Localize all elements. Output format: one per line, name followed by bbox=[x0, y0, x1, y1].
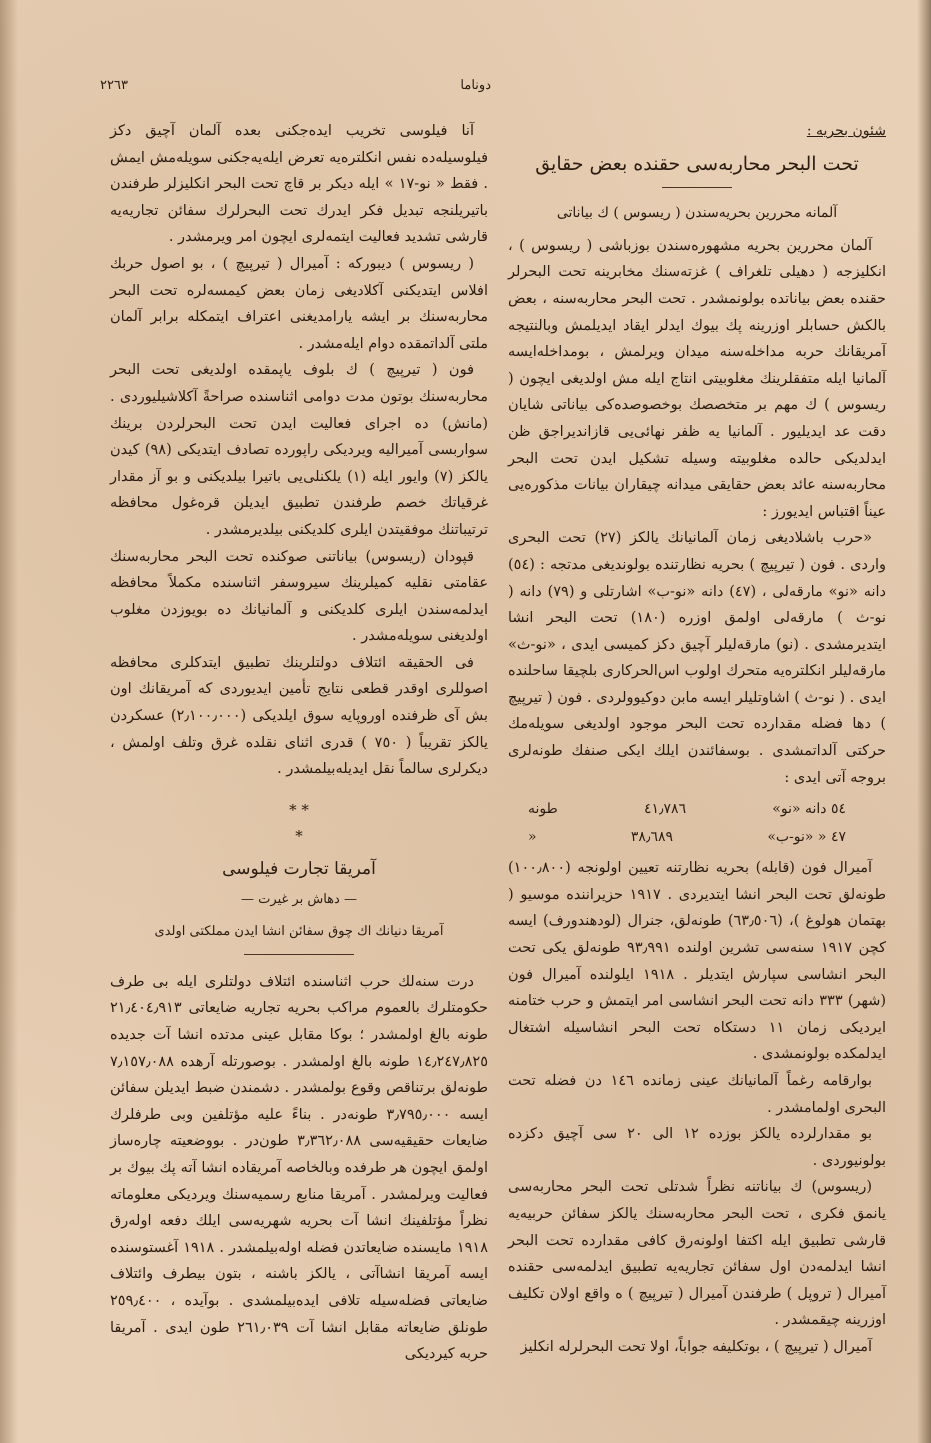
paragraph: درت سنه‌لك حرب اثناسنده ائتلاف دولتلری ایله بی طرف حكومتلرك بالعموم مراكب بحریه تجاریه ضایعاتی ٢١٫٤٠٤٫٩١٣ طونه بالغ اولمشدر ؛ بوكا مقابل عینی مدتده انشا آت جدیده ١٤٫٢٤٧٫٨٢٥ طونه بالغ اولمشدر . بوصورتله آرهده ٧٫١٥٧٫٠٨٨ طونه‌لق برتناقص وقوع بولمشدر . دشمندن ضبط ایدیلن سفائن ایسه ٣٫٧٩٥٫٠٠٠ طونه‌در . بناءً علیه مؤتلفین وبی طرفلرك ضایعات حقیقیه‌سی ٣٫٣٦٢٫٠٨٨ طون‌در . بووضعیته چاره‌ساز اولمق ایچون هر طرفده وبالخاصه آمریقاده انشا آته پك بیوك بر فعالیت ویرلمشدر . آمریقا منابع رسمیه‌سنك ویردیكی معلوماته نظراً مؤتلفینك انشا آت بحریه شهریه‌سی ایلك دفعه اوله‌رق ١٩١٨ مایسنده ضایعاتدن فضله اوله‌بیلمشدر . ١٩١٨ آغستوسنده ایسه آمریقا انشاآتی ، یالكز باشنه ، بتون بیطرف وائتلاف ضایعاتی فضله‌سیله تلافی ایده‌بیلمشدی . بوآیده ، ٢٥٩٫٤٠٠ طونلق ضایعاته مقابل انشا آت ٢٦١٫٠٣٩ طون ایدی . آمریقا حربه كیردیكی bbox=[110, 973, 488, 1363]
paragraph: ( ریسوس ) دیبوركه : آمیرال ( تیرپیچ ) ، بو اصول حربك افلاس ایتدیكنی آكلادیغی زمان بعض كیمسه‌لره تحت البحر محاربه‌سنك بر ایشه یارامدیغنی اعتراف ایتمكله برابر آلمان ملتی آلداتمقده دوام ایله‌مشدر . bbox=[110, 255, 488, 352]
article-byline: — دهاش بر غیرت — bbox=[241, 891, 357, 907]
paragraph: آمیرال ( تیرپیچ ) ، بوتكلیفه جواباً، اولا تحت البحرلرله انكلیز bbox=[520, 1338, 872, 1355]
article-lead: آمریقا دنیانك اك چوق سفائن انشا ایدن مملكتی اولدی bbox=[154, 924, 444, 940]
table-cell-value: ٣٨٫٦٨٩ bbox=[630, 829, 674, 846]
title-separator bbox=[662, 187, 732, 188]
table-cell-unit: طونه bbox=[528, 801, 558, 818]
table-cell-unit: « bbox=[528, 829, 537, 846]
page-edge-shadow-right bbox=[917, 0, 931, 1443]
right-column bbox=[508, 118, 886, 1361]
paragraph: بوارقامه رغماً آلمانیانك عینی زمانده ١٤٦ دن فضله تحت البحری اولمامشدر . bbox=[508, 1073, 886, 1116]
paragraph: فی الحقیقه ائتلاف دولتلرینك تطبیق ایتدكلری محافظه اصوللری اوقدر قطعی نتایج تأمین ایدیوردی كه آمریقانك اون بش آی ظرفنده اوروپایه سوق ایلدیكی (٢٫١٠٠٫٠٠٠) عسكردن یالكز تقریباً ( ٧٥٠ ) قدری اثنای نقلده غرق وتلف اولمش ، دیكرلری سالماً نقل ایدیله‌بیلمشدر . bbox=[110, 654, 489, 778]
section-stars-divider: * * * bbox=[289, 800, 309, 846]
journal-name: دوناما bbox=[460, 78, 491, 93]
paragraph: بو مقدارلرده یالكز بوزده ١٢ الی ٢٠ سی آچیق دكزده بولونیوردی . bbox=[508, 1126, 886, 1169]
paragraph: قپودان (ریسوس) بیاناتنی صوكنده تحت البحر محاربه‌سنك عقامتی نقلیه كمیلرینك سیروسفر اثناسنده مكملاً محافظه ایدلمه‌سندن ایلری كلدیكنی و آلمانیانك ده بویوزدن مغلوب اولدیغنی سویله‌مشدر . bbox=[110, 548, 488, 645]
paragraph: آمیرال فون (قابله) بحریه نظارتنه تعیین اولونجه (١٠٠٫٨٠٠) طونه‌لق تحت البحر انشا ایتدیردی . ١٩١٧ حزیراننده موسیو ( بهتمان هولوغ )، (٦٣٫٥٠٦) طونه‌لق، جنرال (لودهندورف) ایسه كچن ١٩١٧ سنه‌سی تشرین اولنده ٩٣٫٩٩١ طونه‌لق یكی تحت البحر انشاسی سپارش ایتدیلر . ١٩١٨ ایلولنده آمیرال فون (شهر) ٣٣٣ دانه تحت البحر انشاسی امر ایتمش و حرب ختامنه ایردیكی زمان ١١ دستكاه تحت البحر انشاسیله اشتغال ایدلمكده بولونمشدی . bbox=[508, 860, 887, 1063]
table-cell-label: ٥٤ دانه «نو» bbox=[772, 801, 846, 818]
table-row bbox=[508, 795, 886, 823]
paragraph: (ریسوس) ك بیاناتنه نظراً شدتلی تحت البحر محاربه‌سی یانمق فكری ، تحت البحر محاربه‌سنك یالكز سفائن حربیه‌یه قارشی تطبیق ایله اكتفا اولونه‌رق كافی مقدارده تحت البحر انشا ایدلمه‌دن اول سفائن تجاریه‌یه تطبیق ایدلمه‌سی حقنده آمیرال ( تروپل ) طرفندن آمیرال ( تیرپیچ ) ه واقع اولان تكلیف اوزرینه چیقمشدر . bbox=[508, 1179, 886, 1329]
paragraph: آلمان محررین بحریه مشهوره‌سندن بوزباشی ( ریسوس ) ، انكلیزجه ( دهیلی تلغراف ) غزته‌سنك مخابرینه تحت البحرلر حقنده بعض بیاناتده بولونمشدر . تحت البحر محاربه‌سنه ، بعض بالكش حسابلر اوزرینه پك بیوك ایدلر ایقاد ایدیلمش وبالنتیجه آمریقانك حربه مداخله‌سنه میدان ویرلمش ، بومداخله‌ایسه آلمانیا ایله متفقلرینك مغلوبیتی انتاج ایله مش اولدیغی ایچون ( ریسوس ) ك مهم بر متخصصك بوخصوصده‌كی بیاناتی شایان دقت عد ایدیلیور . آلمانیا یه ظفر نهائی‌یی قازاندیراجق ظن ایدلدیكی حالده مغلوبیته وسیله تشكیل ایدن تحت البحر محاربه‌سنه عائد بعض حقایقی میدانه چیقاران بیانات مذكوره‌یی عیناً اقتباس ایدیورز : bbox=[508, 237, 886, 520]
article-title: آمریقا تجارت فیلوسی bbox=[222, 859, 376, 880]
article-title: تحت البحر محاربه‌سی حقنده بعض حقایق bbox=[535, 152, 859, 175]
paragraph: فون ( تیرپیچ ) ك بلوف یاپمقده اولدیغی تحت البحر محاربه‌سنك بوتون مدت دوامی اثناسنده صراحةً آكلاشیلیوردی . (مانش) ده اجرای فعالیت ایدن تحت البحرلردن برینك سواربسی آمیرالیه ویردیكی راپورده تصادف ایتدیكی (٩٨) كیدن یالكز (٧) وایور ایله (١) یلكنلی‌یی باتیرا بیلدیكنی و بو آز مقدار غرقیاتك خصم طرفندن تطبیق ایدیلن قره‌غول محافظه ترتیباتنك موفقیتدن ایلری كلدیكنی بیلدیرمشدر . bbox=[110, 362, 489, 538]
table-row bbox=[508, 823, 886, 851]
section-rubric: شئون بحریه : bbox=[806, 123, 886, 139]
page-number: ٢٢٦٣ bbox=[100, 78, 128, 93]
table-cell-value: ٤١٫٧٨٦ bbox=[643, 801, 687, 818]
page-edge-shadow-left bbox=[0, 0, 18, 1443]
page-header bbox=[100, 78, 831, 100]
paragraph: «حرب باشلادیغی زمان آلمانیانك یالكز (٢٧) تحت البحری واردی . فون ( تیرپیچ ) بحریه نظارتنده بولوندیغی مدتجه : (٥٤) دانه «نو» مارقه‌لی ، (٤٧) دانه «نو-ب» اشارتلی و (٧٩) دانه ( نو-ث ) مارقه‌لی اولمق اوزره (١٨٠) تحت البحر انشا ایتدیرمشدی . (نو) مارقه‌لیلر آچیق دكز كمیسی ایدی ، «نو-ث» مارقه‌لیلر انكلتره‌یه متحرك اولوب اس‌الحركاری بلچیقا ساحلنده ایدی . ( نو-ث ) اشاوتلیلر ایسه مابن دوكیوولردی . فون ( تیرپیچ ) دها فضله مقدارده تحت البحر موجود اولدیغی سویله‌مك حركتی آلداتمشدی . بوسفائندن ایلك ایكی صنفك طونه‌لری بروجه آتی ایدی : bbox=[508, 530, 887, 786]
table-cell-label: ٤٧ « «نو-ب» bbox=[767, 829, 846, 846]
tonnage-table bbox=[508, 795, 886, 851]
article-subtitle: آلمانه محررین بحریه‌سندن ( ریسوس ) ك بیاناتی bbox=[556, 205, 838, 222]
paragraph: آنا فیلوسی تخریب ایده‌جكنی بعده آلمان آچیق دكز فیلوسیله‌ده نفس انكلتره‌یه تعرض ایله‌یه‌جكنی سویله‌مش ایمش . فقط « نو-١٧ » ایله دیكر بر قاچ تحت البحر انكلیزلر طرفندن باتیریلنجه تبدیل فكر ایدرك تحت البحرلرك سفائن تجاریه‌یه قارشی تشدید فعالیت ایتمه‌لری ایچون امر ویرمشدر . bbox=[110, 123, 489, 246]
left-column bbox=[110, 118, 488, 1368]
lead-separator bbox=[244, 954, 354, 955]
